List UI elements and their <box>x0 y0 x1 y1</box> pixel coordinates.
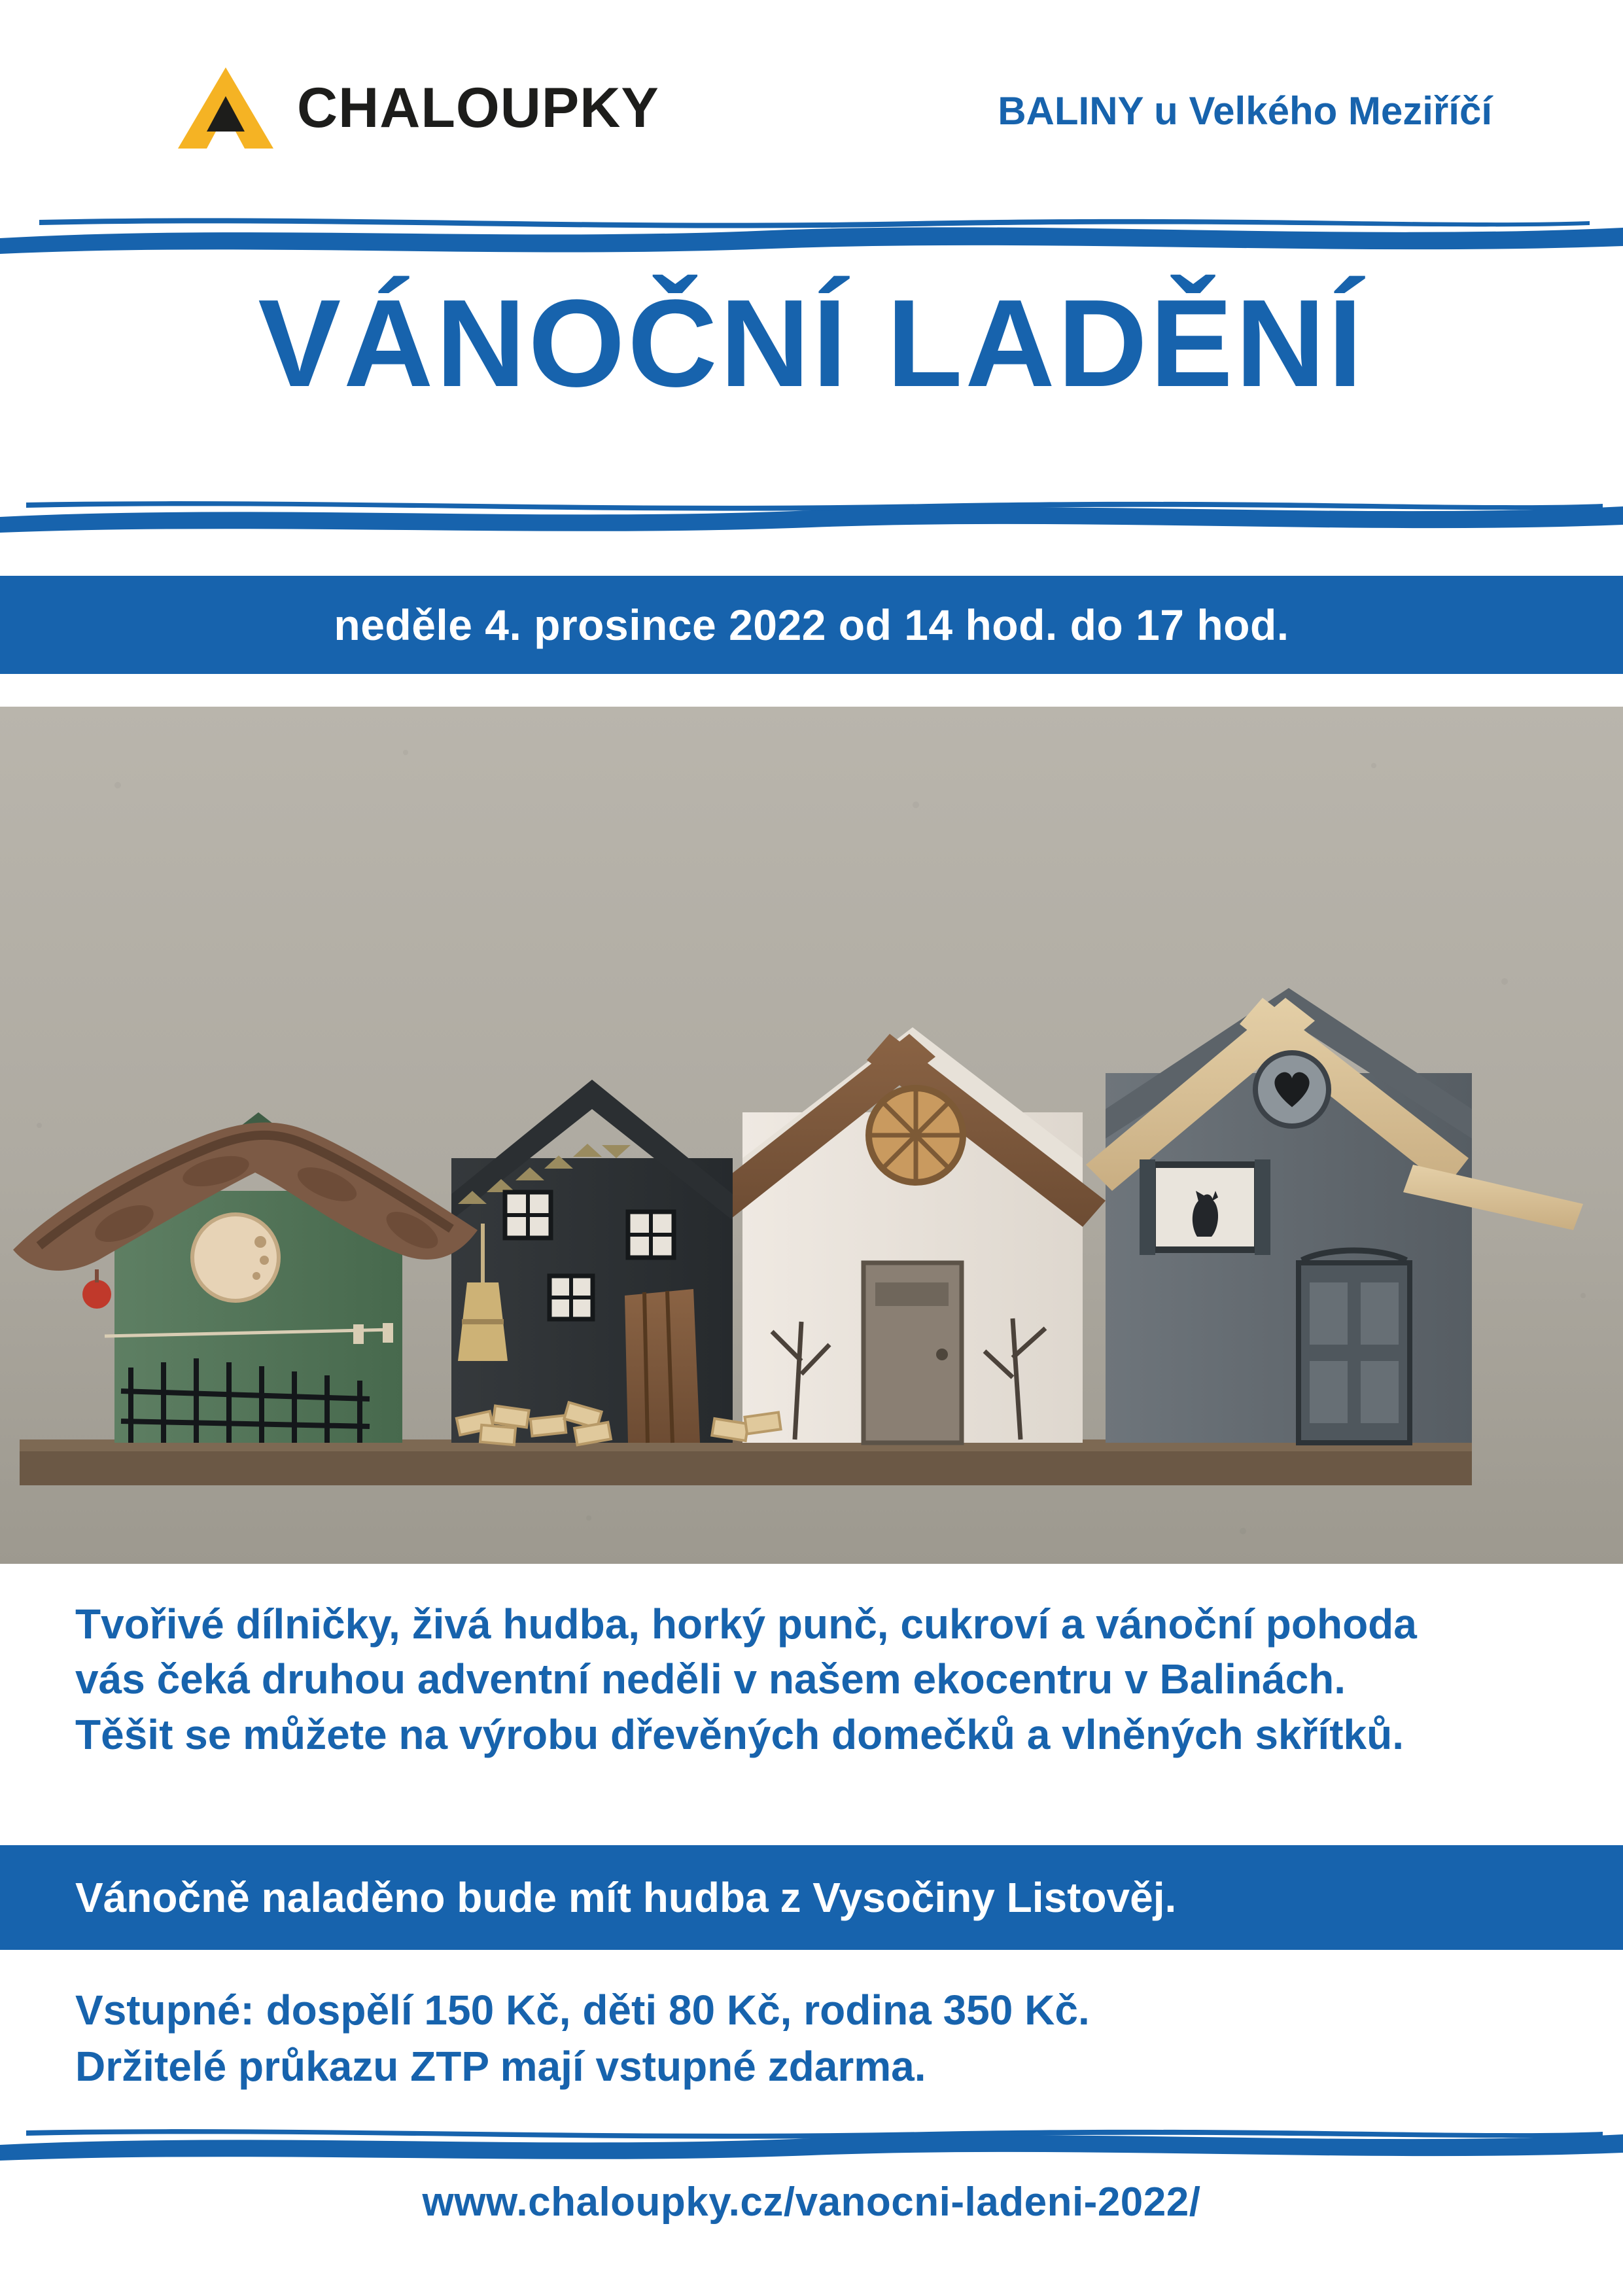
footer-url[interactable]: www.chaloupky.cz/vanocni-ladeni-2022/ <box>422 2180 1201 2225</box>
wooden-houses-photo <box>0 707 1623 1564</box>
music-bar <box>0 1845 1623 1950</box>
admission-line-2: Držitelé průkazu ZTP mají vstupné zdarma. <box>75 2042 926 2090</box>
logo <box>177 62 659 154</box>
brush-divider-bottom <box>0 2127 1623 2166</box>
tent-roof-logo-icon <box>177 62 275 154</box>
music-bar-label: Vánočně naladěno bude mít hudba z Vysočiny Listověj. <box>75 1874 1177 1921</box>
description <box>75 1597 1580 1762</box>
header-location: BALINY u Velkého Meziříčí <box>998 88 1492 133</box>
date-bar-label: neděle 4. prosince 2022 od 14 hod. do 17 hod. <box>334 601 1289 649</box>
admission-info <box>75 1983 1580 2095</box>
poster-header <box>0 0 1623 216</box>
description-line-2: vás čeká druhou adventní neděli v našem ekocentru v Balinách. <box>75 1655 1346 1703</box>
description-line-1: Tvořivé dílničky, živá hudba, horký punč, cukroví a vánoční pohoda <box>75 1600 1417 1648</box>
admission-line-1: Vstupné: dospělí 150 Kč, děti 80 Kč, rodina 350 Kč. <box>75 1987 1090 2034</box>
date-bar <box>0 576 1623 674</box>
description-line-3: Těšit se můžete na výrobu dřevěných domečků a vlněných skřítků. <box>75 1710 1404 1758</box>
brush-divider-middle <box>0 497 1623 537</box>
page-title: VÁNOČNÍ LADĚNÍ <box>258 274 1365 413</box>
logo-wordmark: CHALOUPKY <box>297 77 659 139</box>
brush-divider-top <box>0 216 1623 255</box>
